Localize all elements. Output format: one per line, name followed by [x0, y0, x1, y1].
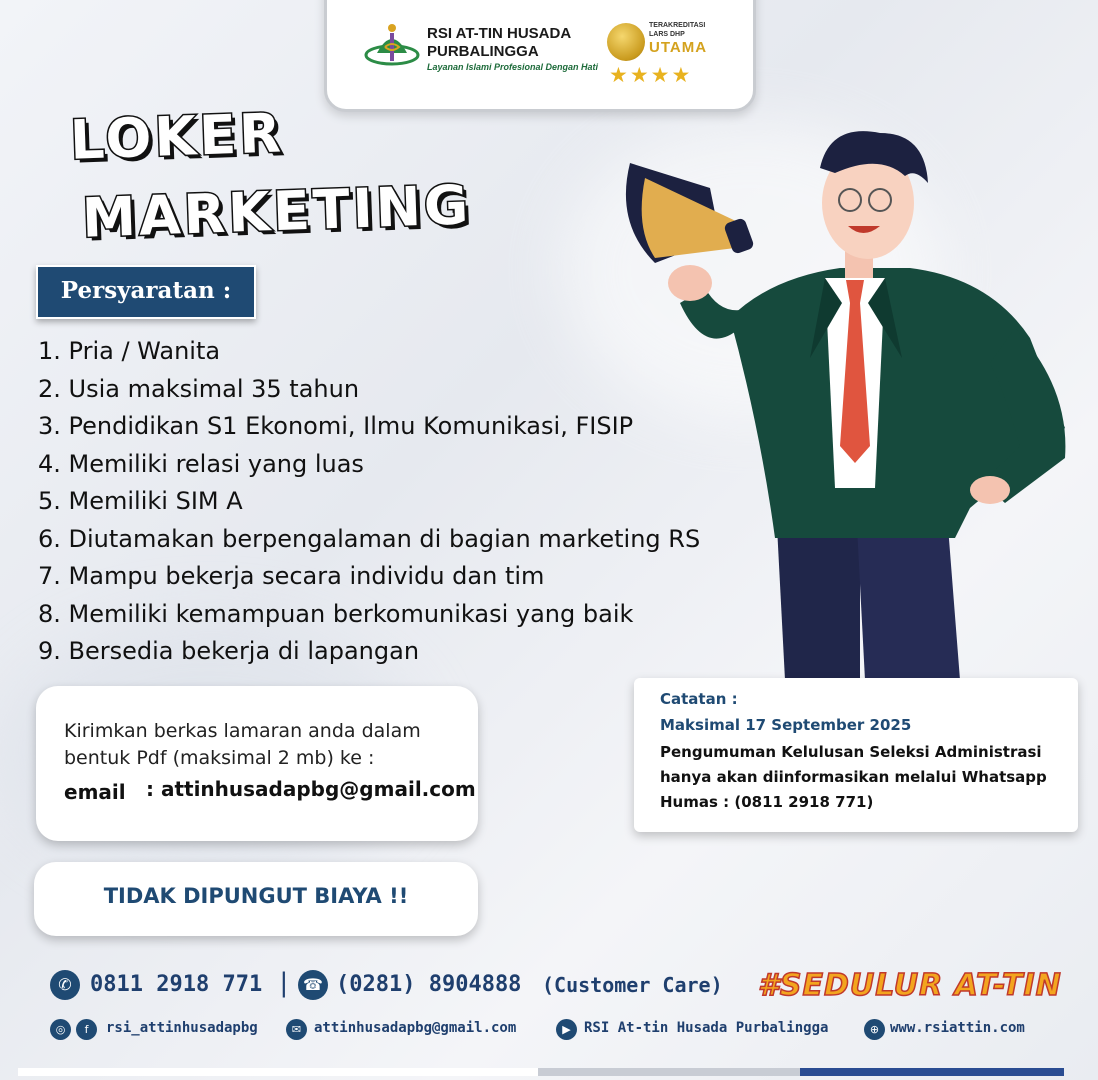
footer-separator: | [276, 968, 292, 998]
accreditation-seal-icon [607, 23, 645, 61]
application-instructions: Kirimkan berkas lamaran anda dalam bentuk Pdf (maksimal 2 mb) ke : [64, 720, 421, 769]
hospital-name-line1: RSI AT-TIN HUSADA [427, 25, 572, 42]
hospital-name-line2: PURBALINGGA [427, 43, 539, 60]
free-notice-card [34, 862, 478, 936]
hospital-name [427, 25, 571, 61]
header-badge [324, 0, 756, 112]
application-email[interactable]: : attinhusadapbg@gmail.com [146, 777, 476, 801]
requirement-item: 5. Memiliki SIM A [38, 487, 243, 515]
requirements-list [38, 333, 700, 671]
hospital-tagline: Layanan Islami Profesional Dengan Hati [427, 62, 599, 72]
accreditation-level: UTAMA [649, 39, 708, 56]
requirement-item: 3. Pendidikan S1 Ekonomi, Ilmu Komunikasi, FISIP [38, 412, 634, 440]
accreditation-line2: LARS DHP [649, 31, 685, 38]
phone-icon: ☎ [298, 970, 328, 1000]
free-notice-text: TIDAK DIPUNGUT BIAYA !! [103, 884, 409, 908]
title-line2: MARKETING [81, 173, 473, 250]
requirement-item: 6. Diutamakan berpengalaman di bagian marketing RS [38, 524, 701, 553]
businessman-megaphone-illustration [610, 128, 1080, 680]
note-body: Pengumuman Kelulusan Seleksi Administrasi hanya akan diinformasikan melalui Whatsapp Humas : (0811 2918 771) [660, 743, 1047, 811]
requirement-item: 1. Pria / Wanita [38, 337, 221, 365]
hospital-logo-icon [363, 17, 421, 75]
mail-icon: ✉ [286, 1019, 307, 1040]
footer-hashtag: #SEDULUR AT-TIN [758, 968, 1062, 1003]
footer-website[interactable]: www.rsiattin.com [890, 1020, 1025, 1036]
footer-social-handle[interactable]: rsi_attinhusadapbg [106, 1020, 258, 1036]
footer-phone[interactable]: (0281) 8904888 [336, 972, 522, 997]
requirements-heading: Persyaratan : [36, 265, 256, 319]
note-heading: Catatan : [660, 690, 738, 708]
instagram-icon: ◎ [50, 1019, 71, 1040]
email-label: email [64, 780, 126, 804]
footer-youtube[interactable]: RSI At-tin Husada Purbalingga [584, 1020, 829, 1036]
bottom-bar-navy [800, 1068, 1064, 1076]
note-deadline: Maksimal 17 September 2025 [660, 716, 912, 734]
footer-whatsapp[interactable]: 0811 2918 771 [90, 972, 263, 997]
application-card [36, 686, 478, 841]
requirement-item: 7. Mampu bekerja secara individu dan tim [38, 562, 545, 590]
title-line1: LOKER [68, 101, 285, 172]
bottom-bar-grey [538, 1068, 800, 1076]
youtube-icon: ▶ [556, 1019, 577, 1040]
requirement-item: 9. Bersedia bekerja di lapangan [38, 637, 420, 665]
facebook-icon: f [76, 1019, 97, 1040]
rating-stars: ★★★★ [609, 63, 693, 87]
bottom-bar-white [18, 1068, 538, 1076]
footer-phone-label: (Customer Care) [542, 973, 723, 997]
requirement-item: 2. Usia maksimal 35 tahun [38, 374, 360, 403]
accreditation-line1: TERAKREDITASI [649, 22, 706, 29]
requirement-item: 4. Memiliki relasi yang luas [38, 449, 364, 478]
globe-icon: ⊕ [864, 1019, 885, 1040]
note-card [634, 678, 1078, 832]
footer-email[interactable]: attinhusadapbg@gmail.com [314, 1020, 517, 1036]
whatsapp-icon: ✆ [50, 970, 80, 1000]
accreditation-text [649, 21, 705, 39]
requirement-item: 8. Memiliki kemampuan berkomunikasi yang baik [38, 599, 634, 628]
